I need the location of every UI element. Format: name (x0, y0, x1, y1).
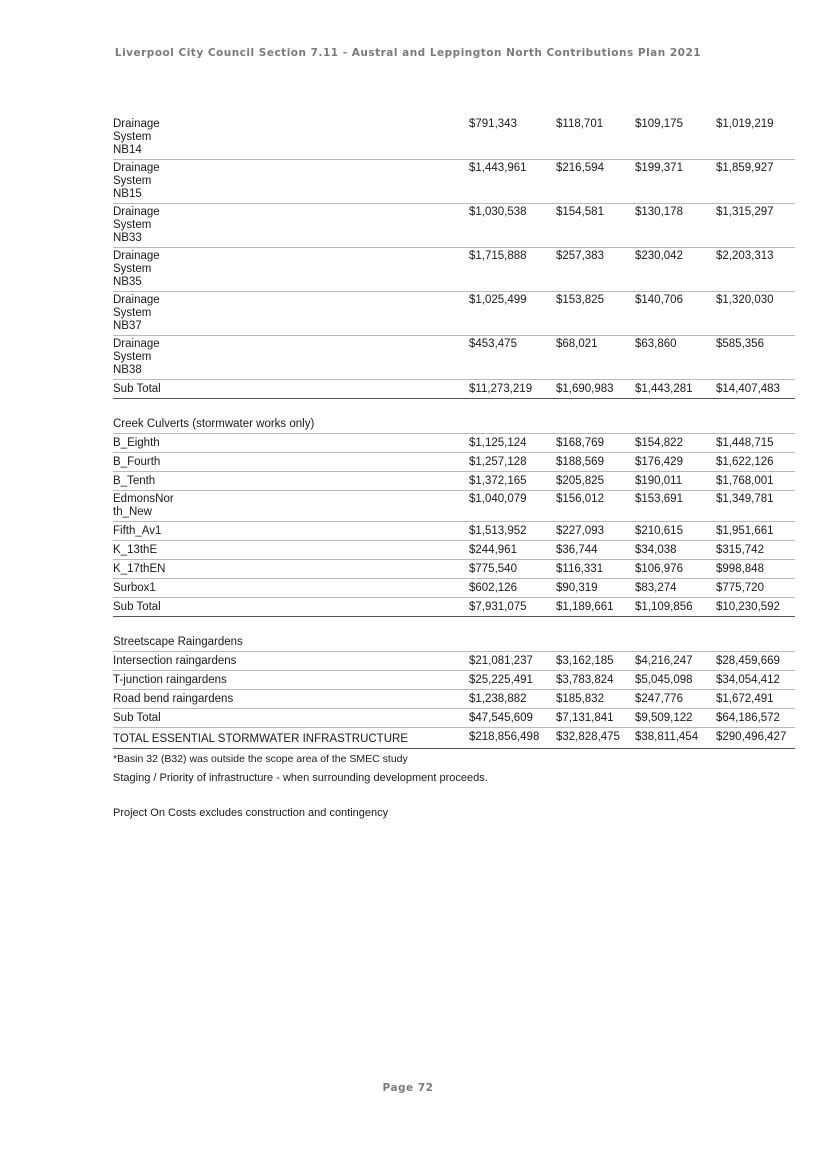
row-label: EdmonsNorth_New (113, 493, 174, 518)
cost-cell: $205,825 (556, 475, 604, 487)
cost-cell: $1,768,001 (716, 475, 774, 487)
section-heading (113, 633, 795, 652)
table-row (113, 204, 795, 248)
cost-cell: $230,042 (635, 250, 683, 262)
cost-cell: $1,690,983 (556, 383, 614, 395)
table-row (113, 160, 795, 204)
cost-cell: $153,691 (635, 493, 683, 505)
cost-cell: $3,162,185 (556, 655, 614, 667)
subtotal-row (113, 380, 795, 399)
cost-cell: $1,672,491 (716, 693, 774, 705)
section-title: Streetscape Raingardens (113, 636, 243, 648)
row-label: K_17thEN (113, 563, 166, 575)
cost-cell: $118,701 (556, 118, 604, 130)
cost-cell: $1,443,281 (635, 383, 693, 395)
cost-cell: $1,859,927 (716, 162, 774, 174)
row-label: Drainage System NB37 (113, 294, 160, 332)
row-label: Sub Total (113, 712, 161, 724)
cost-cell: $1,372,165 (469, 475, 527, 487)
cost-cell: $1,320,030 (716, 294, 774, 306)
footnote: Staging / Priority of infrastructure - when surrounding development proceeds. (113, 772, 488, 784)
subtotal-row (113, 709, 795, 728)
table-row (113, 491, 795, 522)
cost-cell: $257,383 (556, 250, 604, 262)
cost-cell: $25,225,491 (469, 674, 533, 686)
row-label: Fifth_Av1 (113, 525, 162, 537)
cost-cell: $1,622,126 (716, 456, 774, 468)
cost-cell: $14,407,483 (716, 383, 780, 395)
cost-cell: $5,045,098 (635, 674, 693, 686)
cost-cell: $38,811,454 (635, 731, 699, 743)
row-label: B_Eighth (113, 437, 160, 449)
cost-cell: $1,349,781 (716, 493, 774, 505)
table-row (113, 116, 795, 160)
row-label: T-junction raingardens (113, 674, 227, 686)
cost-cell: $2,203,313 (716, 250, 774, 262)
row-label: Sub Total (113, 601, 161, 613)
cost-cell: $3,783,824 (556, 674, 614, 686)
table-row (113, 671, 795, 690)
cost-cell: $1,448,715 (716, 437, 774, 449)
cost-cell: $244,961 (469, 544, 517, 556)
cost-cell: $210,615 (635, 525, 683, 537)
cost-cell: $1,030,538 (469, 206, 527, 218)
cost-cell: $156,012 (556, 493, 604, 505)
table-row (113, 522, 795, 541)
cost-cell: $1,040,079 (469, 493, 527, 505)
row-label: B_Tenth (113, 475, 156, 487)
cost-cell: $1,238,882 (469, 693, 527, 705)
cost-cell: $1,315,297 (716, 206, 774, 218)
cost-cell: $791,343 (469, 118, 517, 130)
cost-cell: $998,848 (716, 563, 764, 575)
cost-cell: $47,545,609 (469, 712, 533, 724)
page-header: Liverpool City Council Section 7.11 - Austral and Leppington North Contributions Plan 2021 (114, 47, 702, 59)
row-label: Drainage System NB15 (113, 162, 160, 200)
cost-cell: $11,273,219 (469, 383, 533, 395)
cost-cell: $1,189,661 (556, 601, 614, 613)
row-label: Drainage System NB35 (113, 250, 160, 288)
row-label: Drainage System NB38 (113, 338, 160, 376)
cost-cell: $185,832 (556, 693, 604, 705)
cost-cell: $106,976 (635, 563, 683, 575)
footnote: Project On Costs excludes construction and contingency (113, 807, 389, 819)
row-label: Intersection raingardens (113, 655, 237, 667)
cost-cell: $315,742 (716, 544, 764, 556)
table-row (113, 541, 795, 560)
cost-cell: $154,581 (556, 206, 604, 218)
cost-cell: $154,822 (635, 437, 683, 449)
cost-cell: $218,856,498 (469, 731, 540, 743)
cost-cell: $1,951,661 (716, 525, 774, 537)
table-row (113, 472, 795, 491)
cost-cell: $1,109,856 (635, 601, 693, 613)
cost-cell: $1,019,219 (716, 118, 774, 130)
cost-cell: $227,093 (556, 525, 604, 537)
cost-cell: $28,459,669 (716, 655, 780, 667)
cost-cell: $1,125,124 (469, 437, 527, 449)
table-row (113, 453, 795, 472)
row-label: Sub Total (113, 383, 161, 395)
cost-cell: $116,331 (556, 563, 604, 575)
cost-cell: $68,021 (556, 338, 598, 350)
cost-cell: $153,825 (556, 294, 604, 306)
footnote: *Basin 32 (B32) was outside the scope area of the SMEC study (113, 753, 408, 765)
cost-cell: $190,011 (635, 475, 683, 487)
row-label: Surbox1 (113, 582, 156, 594)
cost-cell: $63,860 (635, 338, 677, 350)
cost-cell: $585,356 (716, 338, 764, 350)
cost-cell: $199,371 (635, 162, 683, 174)
cost-cell: $1,513,952 (469, 525, 527, 537)
table-row (113, 434, 795, 453)
row-label: K_13thE (113, 544, 158, 556)
cost-cell: $7,131,841 (556, 712, 614, 724)
cost-cell: $602,126 (469, 582, 517, 594)
table-row (113, 560, 795, 579)
cost-cell: $140,706 (635, 294, 683, 306)
cost-cell: $1,443,961 (469, 162, 527, 174)
cost-cell: $1,257,128 (469, 456, 527, 468)
cost-cell: $168,769 (556, 437, 604, 449)
cost-cell: $247,776 (635, 693, 683, 705)
grand-total-row (113, 728, 795, 749)
row-label: TOTAL ESSENTIAL STORMWATER INFRASTRUCTURE (113, 733, 408, 745)
row-label: B_Fourth (113, 456, 161, 468)
cost-cell: $4,216,247 (635, 655, 693, 667)
cost-cell: $290,496,427 (716, 731, 787, 743)
table-row (113, 579, 795, 598)
table-row (113, 292, 795, 336)
cost-cell: $21,081,237 (469, 655, 533, 667)
cost-cell: $216,594 (556, 162, 604, 174)
cost-cell: $1,025,499 (469, 294, 527, 306)
cost-cell: $34,054,412 (716, 674, 780, 686)
table-row (113, 652, 795, 671)
row-label: Drainage System NB14 (113, 118, 160, 156)
row-label: Drainage System NB33 (113, 206, 160, 244)
cost-cell: $7,931,075 (469, 601, 527, 613)
subtotal-row (113, 598, 795, 617)
cost-cell: $64,186,572 (716, 712, 780, 724)
table-row (113, 690, 795, 709)
cost-table (113, 116, 795, 820)
cost-cell: $32,828,475 (556, 731, 620, 743)
cost-cell: $453,475 (469, 338, 517, 350)
cost-cell: $176,429 (635, 456, 683, 468)
cost-cell: $34,038 (635, 544, 677, 556)
page-number: Page 72 (382, 1082, 434, 1094)
section-heading (113, 415, 795, 434)
cost-cell: $9,509,122 (635, 712, 693, 724)
cost-cell: $130,178 (635, 206, 683, 218)
cost-cell: $90,319 (556, 582, 598, 594)
cost-cell: $188,569 (556, 456, 604, 468)
table-row (113, 248, 795, 292)
cost-cell: $1,715,888 (469, 250, 527, 262)
cost-cell: $775,540 (469, 563, 517, 575)
cost-cell: $109,175 (635, 118, 683, 130)
cost-cell: $775,720 (716, 582, 764, 594)
row-label: Road bend raingardens (113, 693, 234, 705)
cost-cell: $83,274 (635, 582, 677, 594)
section-title: Creek Culverts (stormwater works only) (113, 418, 315, 430)
cost-cell: $36,744 (556, 544, 598, 556)
cost-cell: $10,230,592 (716, 601, 780, 613)
table-row (113, 336, 795, 380)
